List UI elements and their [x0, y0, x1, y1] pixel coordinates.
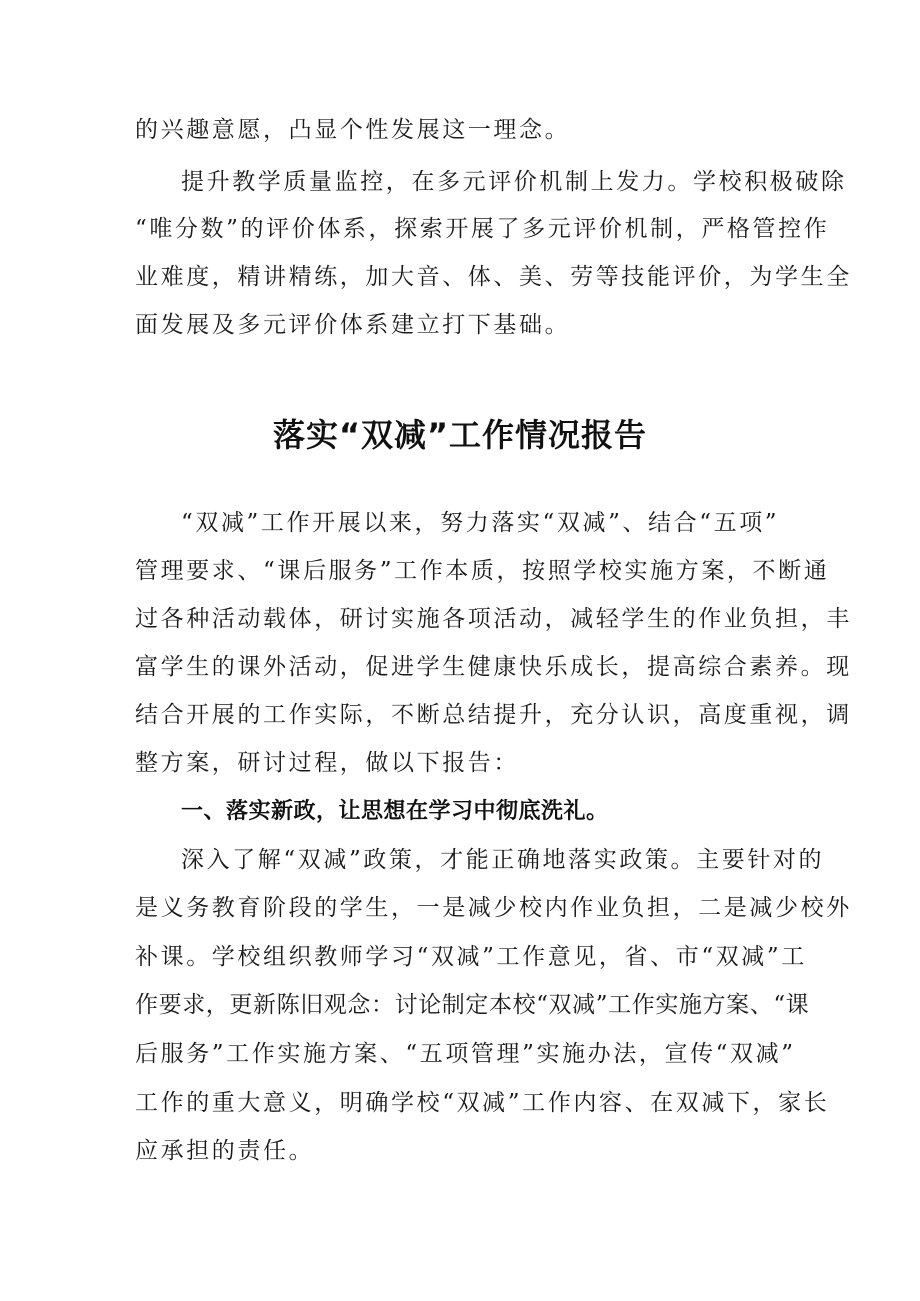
paragraph-line: 工作的重大意义，明确学校“双减”工作内容、在双减下，家长 — [135, 1090, 830, 1116]
paragraph-line: 深入了解“双减”政策，才能正确地落实政策。主要针对的 — [181, 847, 825, 873]
paragraph-line: “双减”工作开展以来，努力落实“双减”、结合“五项” — [181, 510, 780, 536]
paragraph-line: 管理要求、“课后服务”工作本质，按照学校实施方案，不断通 — [135, 558, 830, 584]
paragraph-line: 的兴趣意愿，凸显个性发展这一理念。 — [135, 117, 571, 143]
section-heading: 一、落实新政，让思想在学习中彻底洗礼。 — [181, 799, 609, 824]
paragraph-line: 是义务教育阶段的学生，一是减少校内作业负担，二是减少校外 — [135, 895, 852, 921]
paragraph-line: 过各种活动载体，研讨实施各项活动，减轻学生的作业负担，丰 — [135, 606, 852, 632]
paragraph-line: 应承担的责任。 — [135, 1138, 315, 1164]
paragraph-line: 富学生的课外活动，促进学生健康快乐成长，提高综合素养。现 — [135, 654, 852, 680]
paragraph-line: 面发展及多元评价体系建立打下基础。 — [135, 312, 571, 338]
paragraph-line: 作要求，更新陈旧观念：讨论制定本校“双减”工作实施方案、“课 — [135, 992, 810, 1018]
paragraph-line: 后服务”工作实施方案、“五项管理”实施办法，宣传“双减” — [135, 1041, 796, 1067]
paragraph-line: 整方案，研讨过程，做以下报告： — [135, 750, 519, 776]
paragraph-line: 结合开展的工作实际，不断总结提升，充分认识，高度重视，调 — [135, 702, 852, 728]
paragraph-line: 提升教学质量监控，在多元评价机制上发力。学校积极破除 — [181, 169, 847, 195]
paragraph-line: 业难度，精讲精练，加大音、体、美、劳等技能评价，为学生全 — [135, 264, 852, 290]
paragraph-line: “唯分数”的评价体系，探索开展了多元评价机制，严格管控作 — [135, 216, 830, 242]
paragraph-line: 补课。学校组织教师学习“双减”工作意见，省、市“双减”工 — [135, 944, 807, 970]
report-title: 落实“双减”工作情况报告 — [272, 416, 648, 454]
